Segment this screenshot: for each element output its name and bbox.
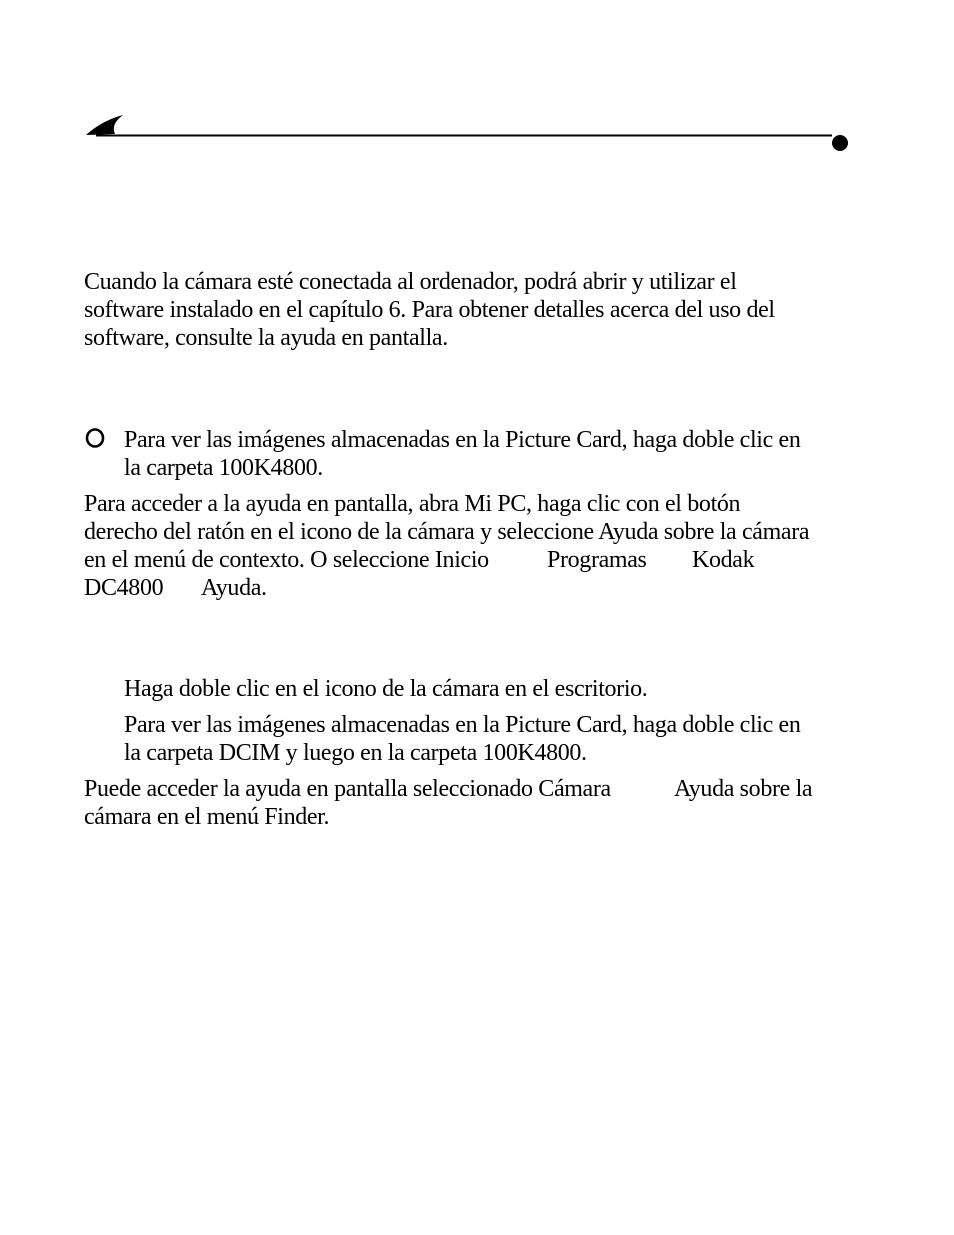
menu-path-ayuda: Ayuda. xyxy=(201,575,267,601)
swoosh-arrow-icon xyxy=(86,115,123,135)
step-checkbox-icon xyxy=(84,427,106,449)
header-dot-icon xyxy=(832,135,848,151)
intro-line-3: software, consulte la ayuda en pantalla. xyxy=(84,325,448,351)
menu-path-dc4800: DC4800 xyxy=(84,575,164,601)
windows-step-line-2: la carpeta 100K4800. xyxy=(124,455,323,481)
mac-step-2-line-2: la carpeta DCIM y luego en la carpeta 100K4800. xyxy=(124,740,587,766)
header-swoosh-graphic xyxy=(84,112,854,156)
intro-line-1: Cuando la cámara esté conectada al ordenador, podrá abrir y utilizar el xyxy=(84,269,737,295)
menu-path-kodak: Kodak xyxy=(692,547,755,573)
windows-help-line-3: en el menú de contexto. O seleccione Inicio xyxy=(84,547,489,573)
windows-help-line-2: derecho del ratón en el icono de la cámara y seleccione Ayuda sobre la cámara xyxy=(84,519,810,545)
menu-path-ayuda-sobre: Ayuda sobre la xyxy=(674,776,813,802)
windows-step-line-1: Para ver las imágenes almacenadas en la Picture Card, haga doble clic en xyxy=(124,427,801,453)
header-rule xyxy=(84,112,854,156)
mac-step-1: Haga doble clic en el icono de la cámara en el escritorio. xyxy=(124,676,648,702)
menu-path-programas: Programas xyxy=(547,547,647,573)
intro-line-2: software instalado en el capítulo 6. Para obtener detalles acerca del uso del xyxy=(84,297,775,323)
windows-help-line-1: Para acceder a la ayuda en pantalla, abra Mi PC, haga clic con el botón xyxy=(84,491,741,517)
mac-step-2-line-1: Para ver las imágenes almacenadas en la Picture Card, haga doble clic en xyxy=(124,712,801,738)
mac-help-line-1: Puede acceder la ayuda en pantalla seleccionado Cámara xyxy=(84,776,611,802)
mac-help-line-2: cámara en el menú Finder. xyxy=(84,804,330,830)
